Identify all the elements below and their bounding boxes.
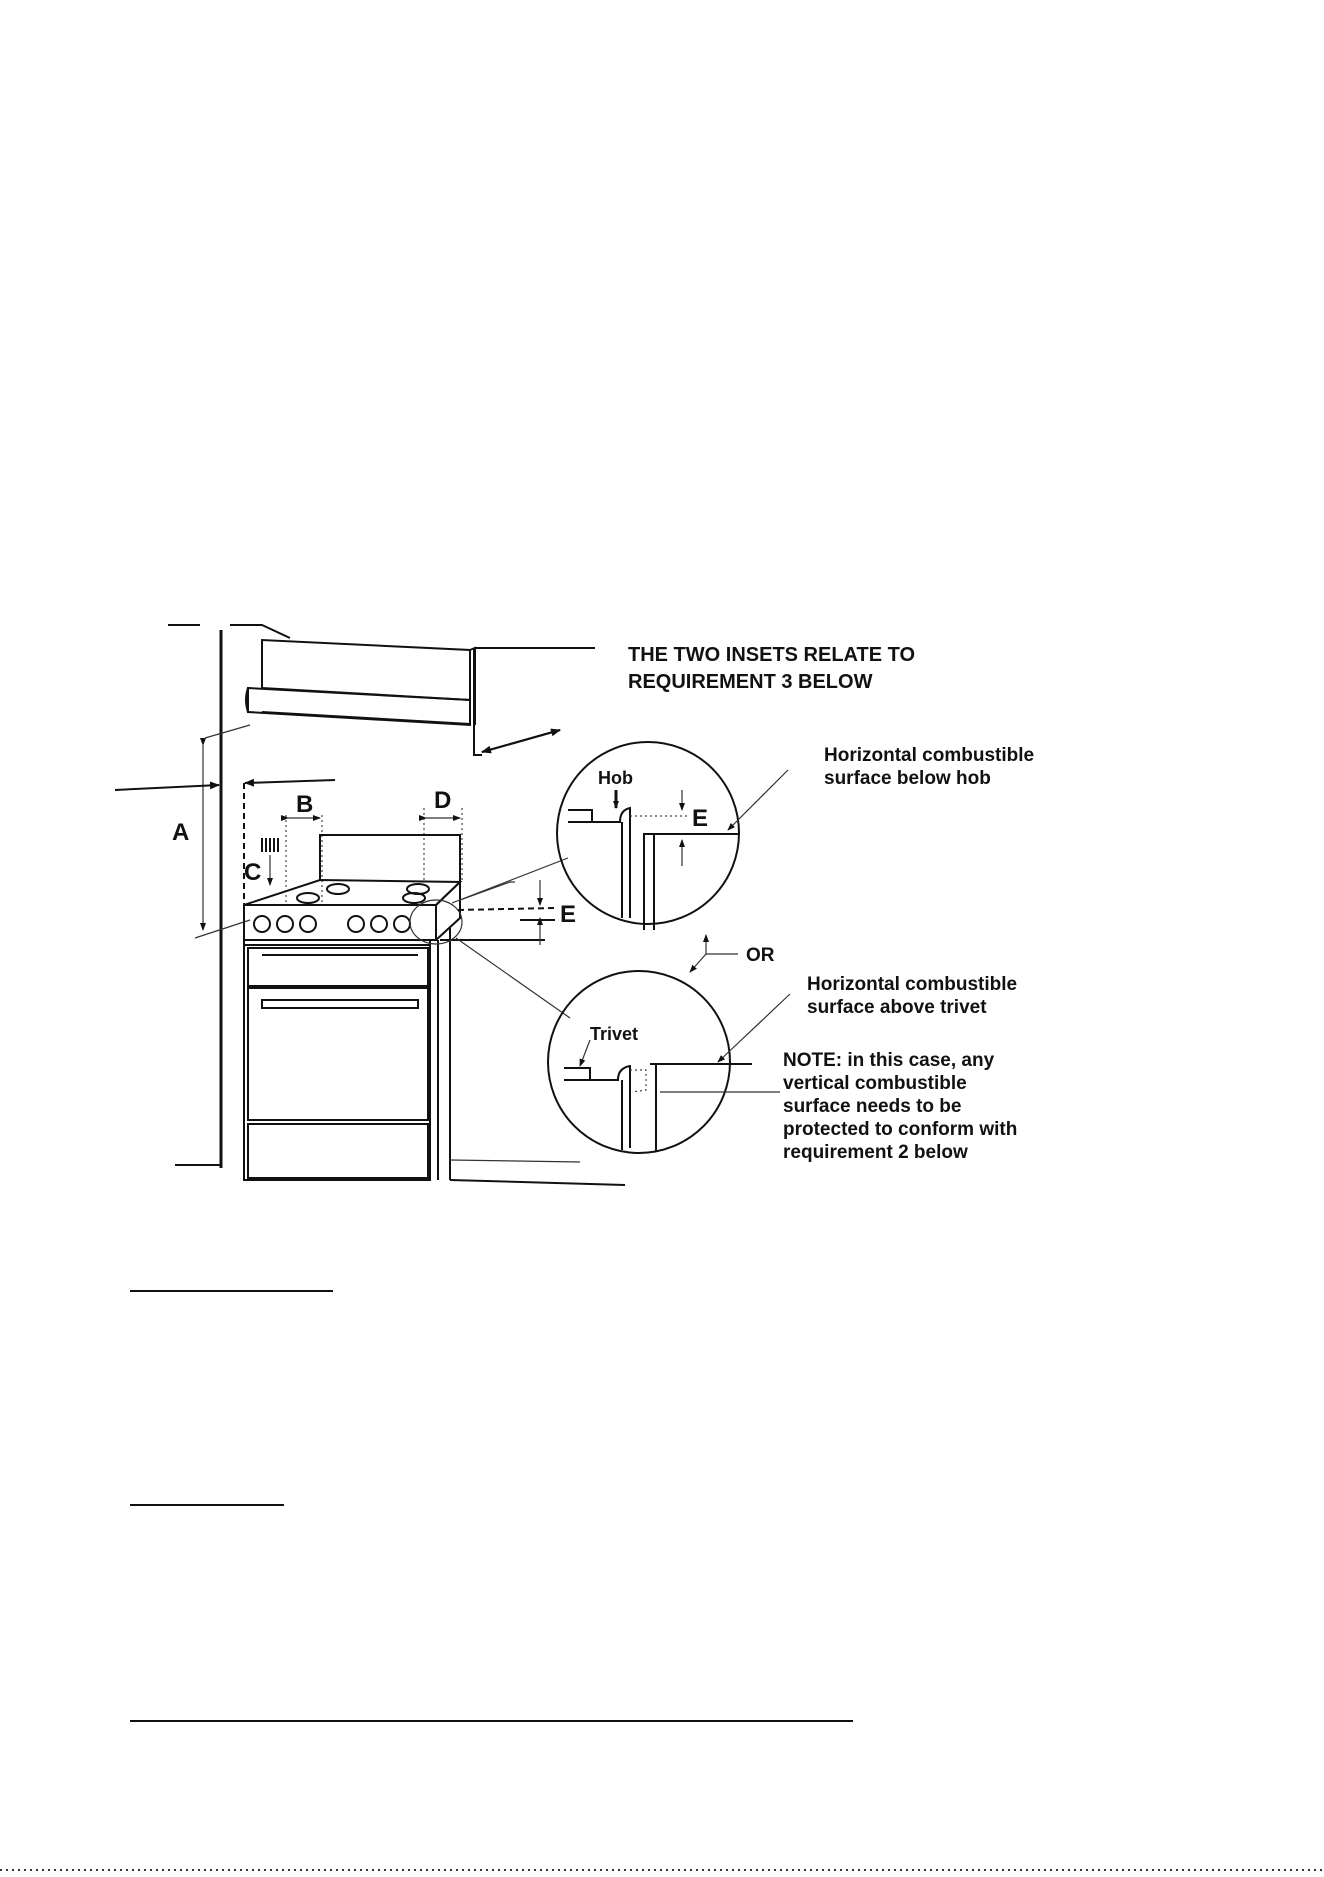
or-label: OR — [746, 945, 775, 966]
trivet-label: Trivet — [590, 1024, 639, 1044]
trivet-callout-line-2: surface above trivet — [807, 997, 987, 1018]
hob-label: Hob — [598, 768, 633, 788]
label-a: A — [172, 819, 190, 846]
cooker — [244, 835, 460, 1180]
note-line-3: surface needs to be — [783, 1096, 962, 1117]
hob-callout-line-2: surface below hob — [824, 768, 991, 789]
dimension-b — [286, 791, 322, 905]
note-line-2: vertical combustible — [783, 1073, 967, 1094]
dimension-e-main — [458, 880, 576, 945]
upper-cabinet — [474, 648, 595, 755]
note-line-1: NOTE: in this case, any — [783, 1050, 995, 1071]
note-line-5: requirement 2 below — [783, 1142, 968, 1163]
or-connector — [690, 935, 775, 972]
headline-line-2: REQUIREMENT 3 BELOW — [628, 671, 873, 693]
hob-callout-line-1: Horizontal combustible — [824, 745, 1035, 766]
dimension-d — [424, 787, 462, 880]
label-e-main: E — [560, 901, 577, 928]
label-b: B — [296, 791, 314, 818]
label-c: C — [244, 859, 262, 886]
section-rules — [130, 1291, 853, 1721]
note — [783, 1050, 1017, 1163]
note-line-4: protected to conform with — [783, 1119, 1018, 1140]
dimension-c — [244, 838, 278, 886]
dimension-a — [172, 725, 250, 938]
range-hood — [246, 640, 475, 725]
trivet-callout-line-1: Horizontal combustible — [807, 974, 1018, 995]
headline-line-1: THE TWO INSETS RELATE TO — [628, 644, 916, 666]
label-d: D — [434, 787, 452, 814]
inset-hob — [557, 742, 1034, 930]
headline — [628, 644, 915, 693]
label-e-inset: E — [692, 805, 709, 832]
